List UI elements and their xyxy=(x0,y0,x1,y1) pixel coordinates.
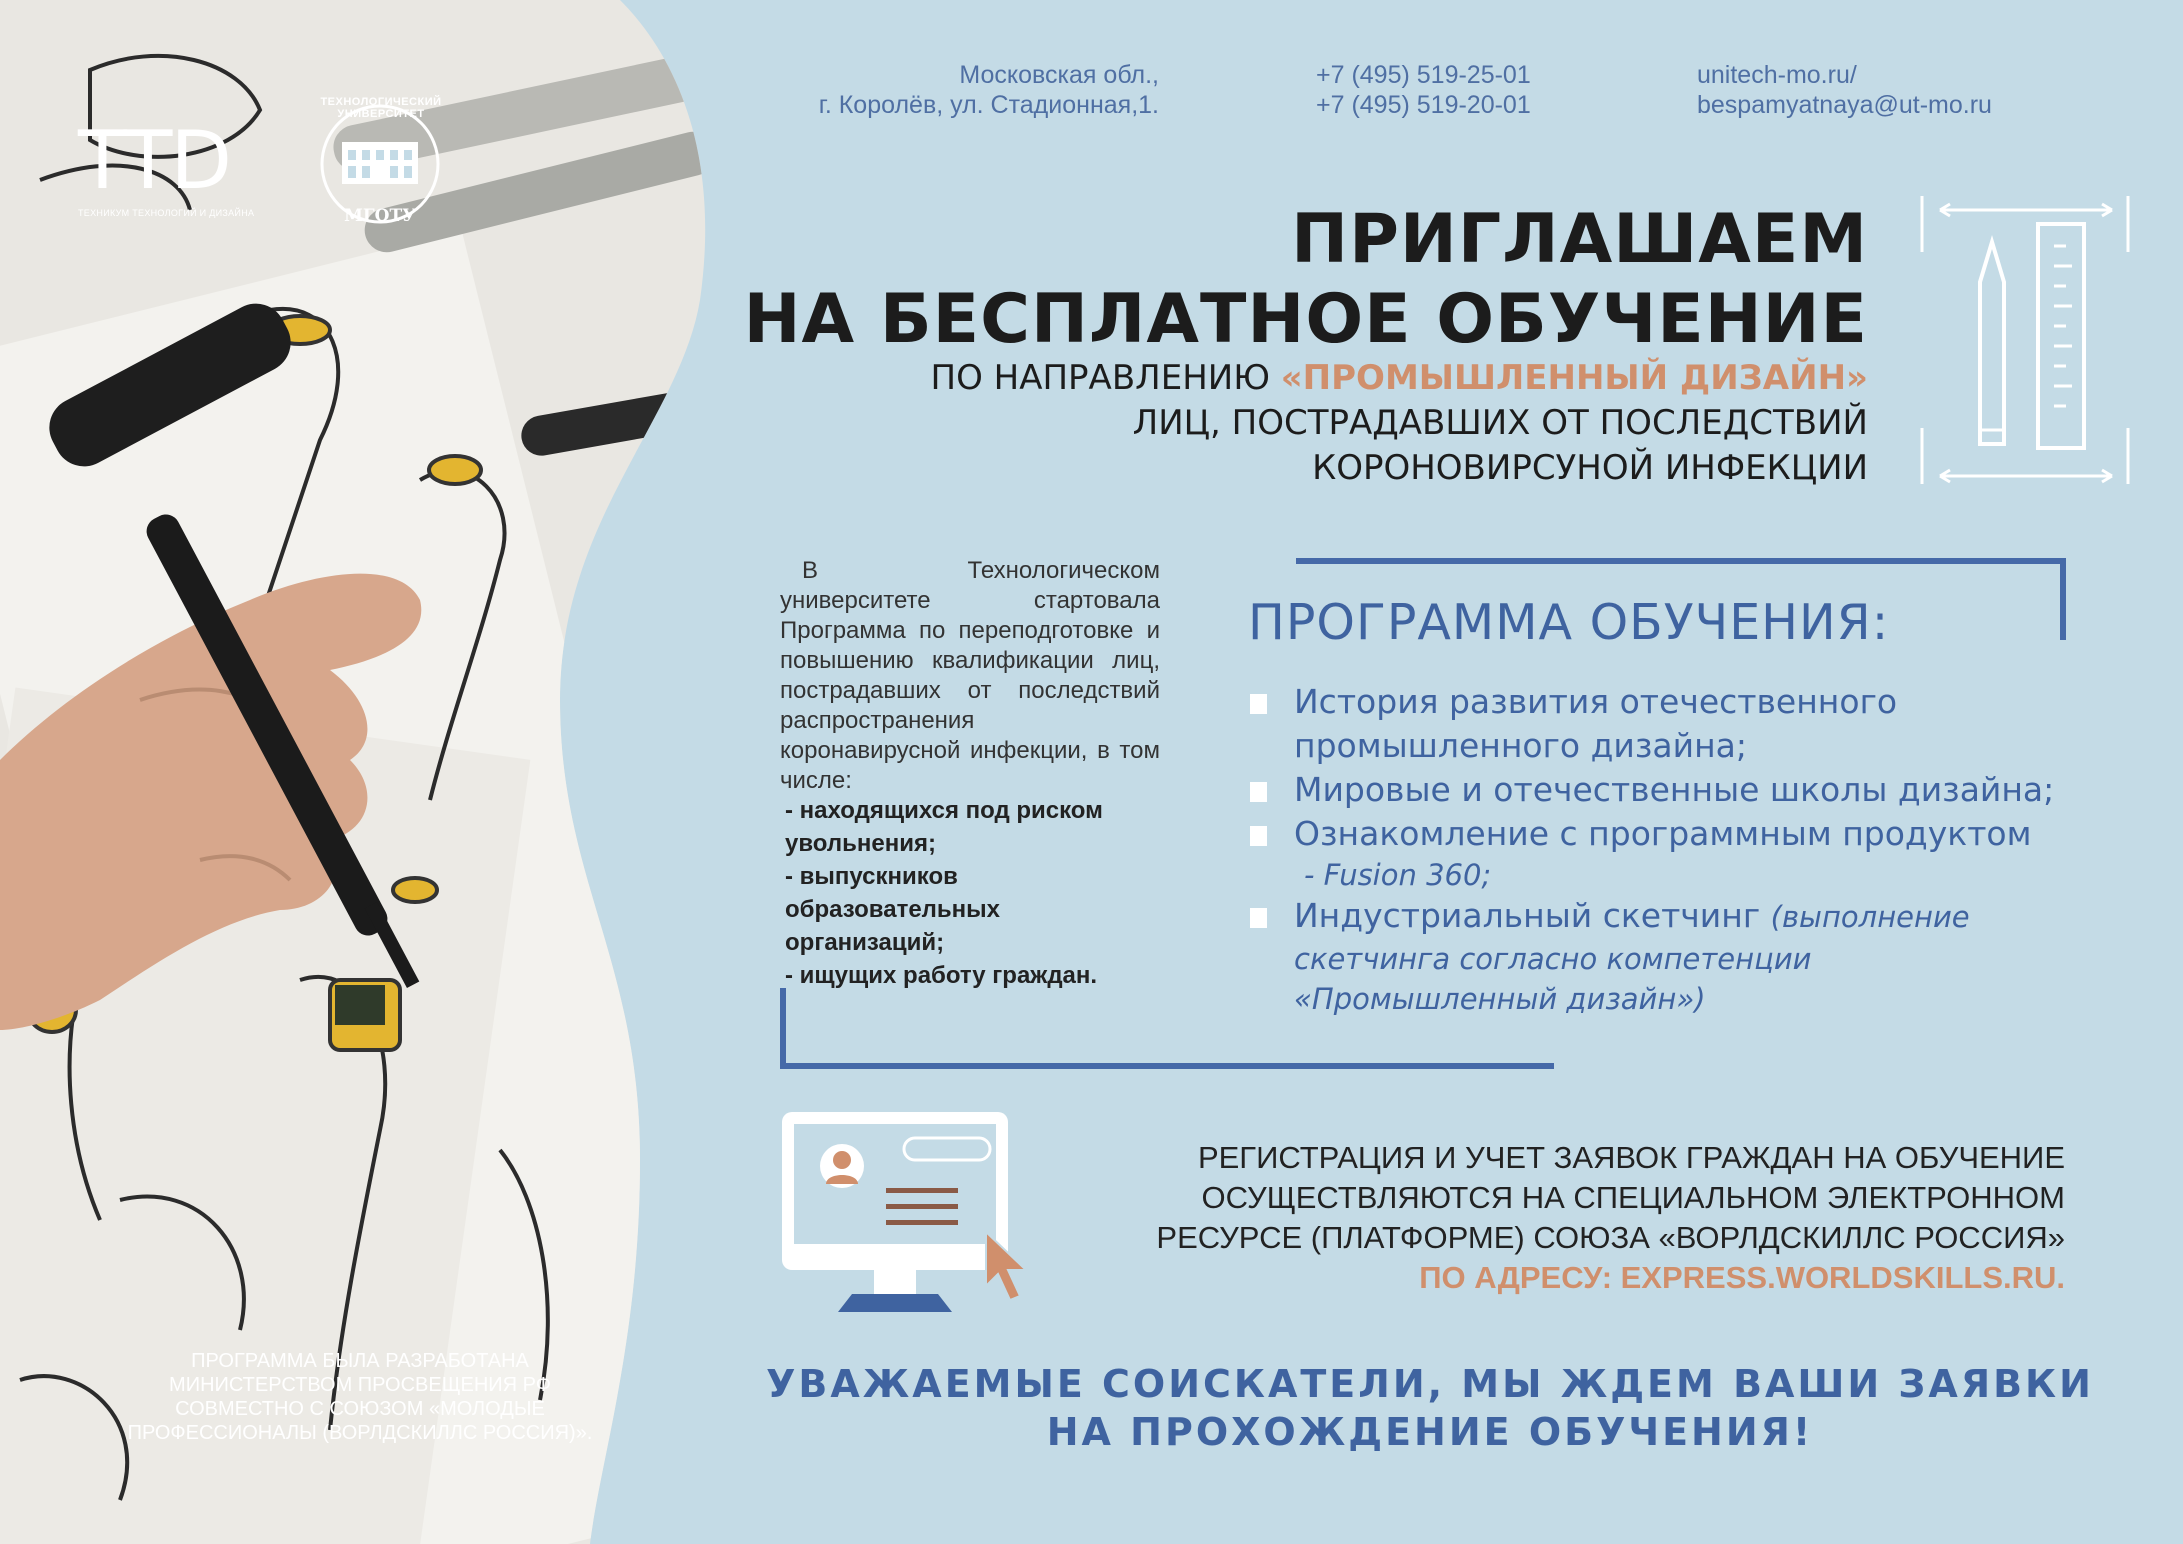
program-title: ПРОГРАММА ОБУЧЕНИЯ: xyxy=(1248,594,1890,651)
developer-note xyxy=(40,1349,680,1445)
developer-note-line-3: СОВМЕСТНО С СОЮЗОМ «МОЛОДЫЕ xyxy=(175,1398,545,1420)
headline-line-1: ПРИГЛАШАЕМ xyxy=(1291,200,1868,279)
email-link[interactable]: bespamyatnaya@ut-mo.ru xyxy=(1697,91,1992,119)
headline xyxy=(744,200,1868,360)
subtitle-line-1 xyxy=(931,356,1868,401)
ttd-logo-caption: ТЕХНИКУМ ТЕХНОЛОГИЙ И ДИЗАЙНА xyxy=(78,208,255,218)
bullet-square-icon xyxy=(1250,826,1267,846)
bullet-square-icon xyxy=(1250,782,1267,802)
group-1: - находящихся под риском увольнения; xyxy=(785,797,1103,857)
ttd-logo-mark: TTD xyxy=(78,114,230,207)
address-line-2: г. Королёв, ул. Стадионная,1. xyxy=(818,91,1159,119)
program-item-4-note-3: «Промышленный дизайн») xyxy=(1294,982,1706,1016)
registration-line-2: ОСУЩЕСТВЛЯЮТСЯ НА СПЕЦИАЛЬНОМ ЭЛЕКТРОННОМ xyxy=(1201,1180,2065,1215)
program-item-4 xyxy=(1250,894,2110,1019)
program-item-2 xyxy=(1250,768,2110,812)
registration-info xyxy=(1156,1138,2065,1298)
group-3: - ищущих работу граждан. xyxy=(785,962,1098,989)
university-logo-abbr: МГОТУ xyxy=(344,206,416,226)
contact-address xyxy=(819,60,1159,120)
phone-1[interactable]: +7 (495) 519-25-01 xyxy=(1316,61,1531,89)
group-2: - выпускников образовательных организаций; xyxy=(785,863,1001,956)
bullet-square-icon xyxy=(1250,908,1267,928)
subtitle-accent: «ПРОМЫШЛЕННЫЙ ДИЗАЙН» xyxy=(1280,358,1868,398)
headline-subtitle xyxy=(931,356,1868,491)
developer-note-line-1: ПРОГРАММА БЫЛА РАЗРАБОТАНА xyxy=(191,1350,529,1372)
subtitle-line-2: ЛИЦ, ПОСТРАДАВШИХ ОТ ПОСЛЕДСТВИЙ xyxy=(1132,403,1868,443)
phone-2[interactable]: +7 (495) 519-20-01 xyxy=(1316,91,1531,119)
program-item-4-note-1: (выполнение xyxy=(1770,900,1970,934)
program-item-4-text: Индустриальный скетчинг xyxy=(1294,896,1771,935)
program-item-3-text: Ознакомление с программным продуктом xyxy=(1294,814,2032,853)
registration-line-1: РЕГИСТРАЦИЯ И УЧЕТ ЗАЯВОК ГРАЖДАН НА ОБУЧЕНИЕ xyxy=(1197,1140,2065,1175)
intro-text: В Технологическом университете стартовала Программа по переподготовке и повышению квалификации лиц, пострадавших от последствий распространения коронавирусной инфекции, в том числе: xyxy=(780,557,1160,794)
pencil-ruler-icon xyxy=(1920,194,2130,486)
registration-address-link[interactable]: ПО АДРЕСУ: EXPRESS.WORLDSKILLS.RU. xyxy=(1419,1260,2065,1295)
developer-note-line-2: МИНИСТЕРСТВОМ ПРОСВЕЩЕНИЯ РФ xyxy=(169,1374,551,1396)
subtitle-prefix: ПО НАПРАВЛЕНИЮ xyxy=(930,358,1281,398)
contact-web xyxy=(1697,60,1992,120)
ttd-logo xyxy=(78,114,258,218)
program-item-3-sub: - Fusion 360; xyxy=(1304,858,1492,892)
program-item-3 xyxy=(1250,812,2110,894)
appeal-line-2: НА ПРОХОЖДЕНИЕ ОБУЧЕНИЯ! xyxy=(1046,1410,1814,1454)
appeal-text xyxy=(740,1360,2120,1456)
registration-line-3: РЕСУРСЕ (ПЛАТФОРМЕ) СОЮЗА «ВОРЛДСКИЛЛС РОССИЯ» xyxy=(1156,1220,2065,1255)
contact-phones xyxy=(1316,60,1531,120)
subtitle-line-3: КОРОНОВИРСУНОЙ ИНФЕКЦИИ xyxy=(1312,448,1868,488)
program-item-1-line-1: История развития отечественного xyxy=(1294,682,1898,721)
user-avatar-icon xyxy=(820,1144,864,1188)
program-item-4-note-2: скетчинга согласно компетенции xyxy=(1294,942,1812,976)
computer-registration-icon xyxy=(780,1110,1030,1315)
headline-line-2: НА БЕСПЛАТНОЕ ОБУЧЕНИЕ xyxy=(743,280,1868,359)
program-item-1 xyxy=(1250,680,2110,768)
university-logo-ring-text: ТЕХНОЛОГИЧЕСКИЙ УНИВЕРСИТЕТ xyxy=(320,96,442,120)
program-item-1-line-2: промышленного дизайна; xyxy=(1294,726,1748,765)
university-logo xyxy=(300,98,460,228)
appeal-line-1: УВАЖАЕМЫЕ СОИСКАТЕЛИ, МЫ ЖДЕМ ВАШИ ЗАЯВКИ xyxy=(766,1362,2094,1406)
program-item-2-text: Мировые и отечественные школы дизайна; xyxy=(1294,770,2055,809)
bullet-square-icon xyxy=(1250,694,1267,714)
target-groups xyxy=(785,794,1165,992)
address-line-1: Московская обл., xyxy=(959,61,1159,89)
website-link[interactable]: unitech-mo.ru/ xyxy=(1697,61,1857,89)
program-item-4-line-1 xyxy=(1294,894,2110,939)
program-list xyxy=(1250,680,2110,1019)
developer-note-line-4: ПРОФЕССИОНАЛЫ (ВОРЛДСКИЛЛС РОССИЯ)». xyxy=(127,1422,593,1444)
